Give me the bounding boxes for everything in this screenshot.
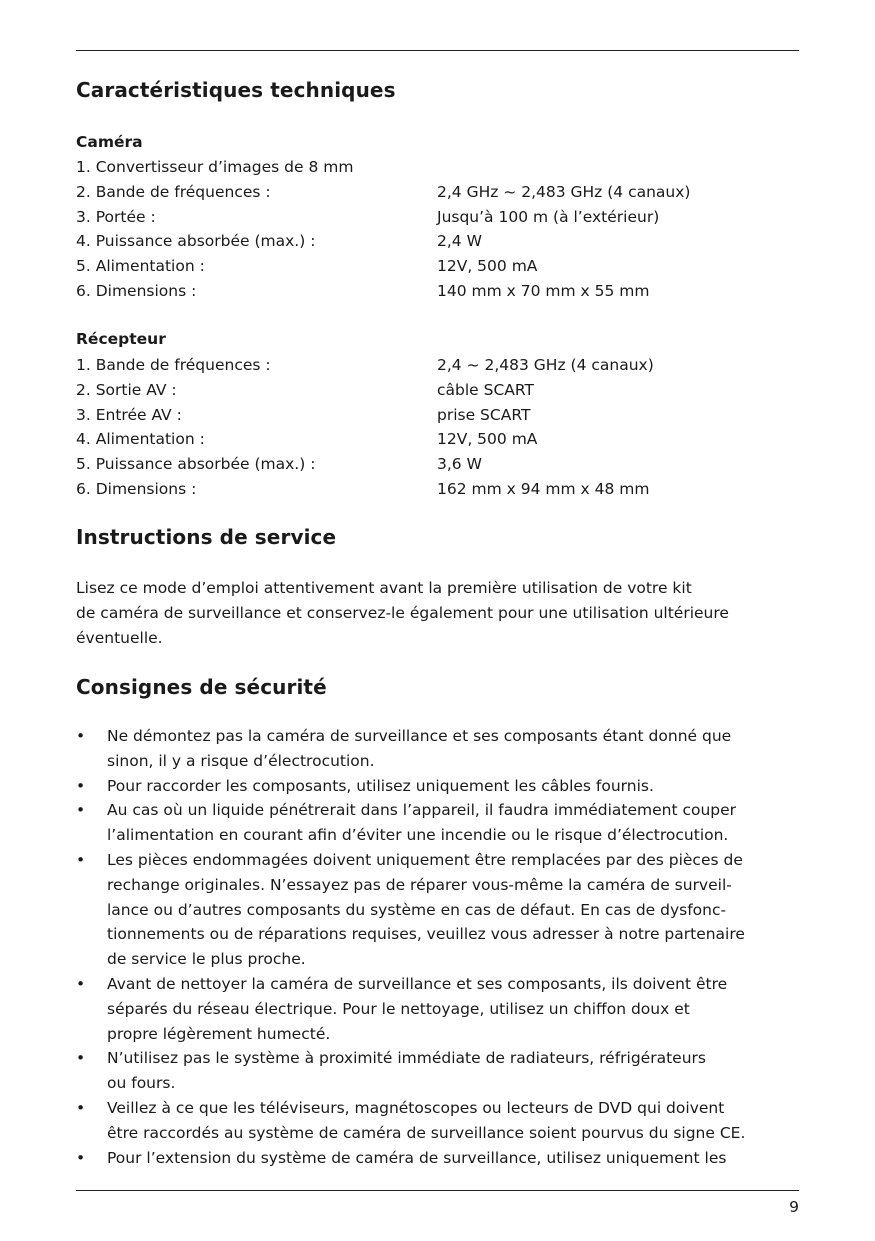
spec-label: 5. Alimentation :	[76, 257, 205, 276]
list-item	[76, 848, 799, 972]
spec-value: 140 mm x 70 mm x 55 mm	[437, 281, 650, 300]
bullet-icon: •	[76, 974, 86, 993]
spec-row	[76, 353, 799, 378]
spec-value: câble SCART	[437, 380, 535, 399]
top-rule	[76, 50, 799, 51]
bullet-line: de service le plus proche.	[107, 950, 306, 969]
spec-value: 12V, 500 mA	[437, 430, 538, 449]
spec-label: 1. Bande de fréquences :	[76, 356, 271, 374]
spec-label: 3. Portée :	[76, 207, 156, 226]
spec-value: 2,4 ~ 2,483 GHz (4 canaux)	[437, 356, 654, 374]
list-item	[76, 774, 799, 799]
bullet-icon: •	[76, 776, 86, 795]
bullet-icon: •	[76, 1148, 86, 1167]
bullet-icon: •	[76, 1098, 86, 1117]
spec-label: 3. Entrée AV :	[76, 405, 182, 424]
spec-row	[76, 452, 799, 477]
spec-value: 2,4 W	[437, 232, 482, 251]
list-item	[76, 724, 799, 774]
bullet-line: Les pièces endommagées doivent uniquement être remplacées par des pièces de	[107, 850, 743, 869]
receiver-spec-list	[76, 353, 799, 502]
bullet-line: ou fours.	[107, 1074, 176, 1093]
spec-label: 6. Dimensions :	[76, 479, 197, 498]
spec-value: prise SCART	[437, 405, 531, 424]
spec-row	[76, 477, 799, 502]
bullet-line: propre légèrement humecté.	[107, 1024, 331, 1043]
bullet-icon: •	[76, 801, 86, 820]
spec-row	[76, 427, 799, 452]
spec-row	[76, 403, 799, 428]
spec-row	[76, 378, 799, 403]
bullet-line: lance ou d’autres composants du système en cas de défaut. En cas de dysfonc-	[107, 900, 727, 919]
bullet-line: Avant de nettoyer la caméra de surveillance et ses composants, ils doivent être	[107, 974, 728, 993]
paragraph-line: Lisez ce mode d’emploi attentivement avant la première utilisation de votre kit	[76, 579, 692, 597]
spec-label: 5. Puissance absorbée (max.) :	[76, 455, 316, 474]
paragraph-line: de caméra de surveillance et conservez-le également pour une utilisation ultérieure	[76, 603, 729, 622]
spec-label: 1. Convertisseur d’images de 8 mm	[76, 158, 354, 176]
bullet-icon: •	[76, 727, 86, 745]
bullet-icon: •	[76, 850, 86, 869]
bullet-line: séparés du réseau électrique. Pour le nettoyage, utilisez un chiffon doux et	[107, 999, 690, 1018]
safety-bullet-list	[76, 724, 799, 1170]
spec-row	[76, 180, 799, 205]
document-page	[76, 0, 799, 1241]
spec-row	[76, 279, 799, 304]
bullet-line: être raccordés au système de caméra de surveillance soient pourvus du signe CE.	[107, 1123, 746, 1142]
specs-title: Caractéristiques techniques	[76, 78, 396, 102]
bullet-line: tionnements ou de réparations requises, veuillez vous adresser à notre partenaire	[107, 925, 745, 944]
spec-value: Jusqu’à 100 m (à l’extérieur)	[437, 207, 660, 226]
camera-heading: Caméra	[76, 133, 143, 151]
paragraph-line: éventuelle.	[76, 628, 163, 647]
spec-row	[76, 254, 799, 279]
bullet-line: sinon, il y a risque d’électrocution.	[107, 751, 375, 770]
bullet-line: Au cas où un liquide pénétrerait dans l’appareil, il faudra immédiatement couper	[107, 801, 737, 820]
spec-row	[76, 155, 799, 180]
spec-label: 2. Sortie AV :	[76, 380, 177, 399]
bullet-line: l’alimentation en courant afin d’éviter une incendie ou le risque d’électrocution.	[107, 826, 729, 845]
spec-value: 2,4 GHz ~ 2,483 GHz (4 canaux)	[437, 182, 691, 201]
instructions-paragraph	[76, 576, 799, 650]
page-number: 9	[789, 1198, 799, 1216]
camera-spec-list	[76, 155, 799, 304]
list-item	[76, 1146, 799, 1171]
list-item	[76, 972, 799, 1046]
instructions-title: Instructions de service	[76, 525, 337, 549]
spec-value: 3,6 W	[437, 455, 482, 474]
bullet-line: Pour raccorder les composants, utilisez uniquement les câbles fournis.	[107, 776, 654, 795]
bullet-line: Ne démontez pas la caméra de surveillance et ses composants étant donné que	[107, 727, 732, 745]
spec-row	[76, 205, 799, 230]
spec-label: 6. Dimensions :	[76, 281, 197, 300]
bullet-line: rechange originales. N’essayez pas de réparer vous-même la caméra de surveil-	[107, 875, 732, 894]
receiver-heading: Récepteur	[76, 330, 166, 348]
bullet-icon: •	[76, 1049, 86, 1068]
spec-label: 4. Puissance absorbée (max.) :	[76, 232, 316, 251]
list-item	[76, 798, 799, 848]
spec-label: 4. Alimentation :	[76, 430, 205, 449]
bullet-line: N’utilisez pas le système à proximité immédiate de radiateurs, réfrigérateurs	[107, 1049, 706, 1068]
safety-title: Consignes de sécurité	[76, 675, 327, 699]
spec-value: 12V, 500 mA	[437, 257, 538, 276]
bottom-rule	[76, 1190, 799, 1191]
spec-row	[76, 229, 799, 254]
list-item	[76, 1046, 799, 1096]
bullet-line: Veillez à ce que les téléviseurs, magnétoscopes ou lecteurs de DVD qui doivent	[107, 1098, 725, 1117]
spec-label: 2. Bande de fréquences :	[76, 182, 271, 201]
list-item	[76, 1096, 799, 1146]
bullet-line: Pour l’extension du système de caméra de surveillance, utilisez uniquement les	[107, 1148, 727, 1167]
spec-value: 162 mm x 94 mm x 48 mm	[437, 479, 650, 498]
